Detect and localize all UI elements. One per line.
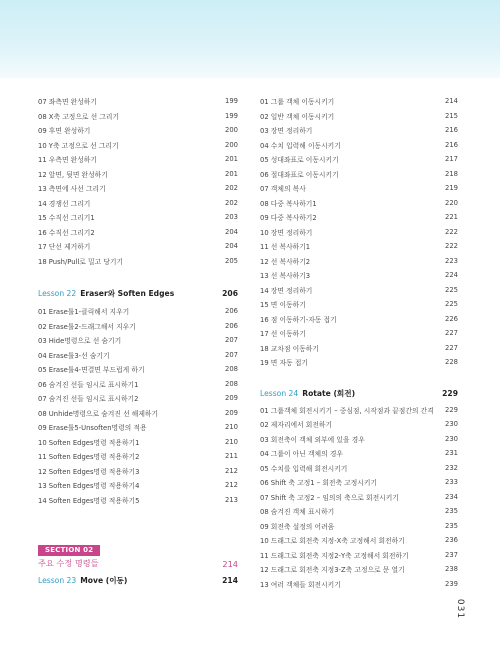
toc-entry-title: 07 숨겨진 선들 임시로 표시하기2 xyxy=(38,395,139,404)
toc-entry xyxy=(38,138,238,153)
toc-entry-page: 211 xyxy=(225,452,238,461)
toc-entry xyxy=(38,406,238,421)
toc-entry-title: 16 수직선 그리기2 xyxy=(38,228,95,237)
toc-entry xyxy=(260,475,458,490)
toc-entry-title: 17 단선 제거하기 xyxy=(38,243,91,252)
toc-entry xyxy=(260,283,458,298)
toc-entry-title: 08 Unhide명령으로 숨겨진 선 해제하기 xyxy=(38,409,159,418)
toc-entry-title: 04 그룹이 아닌 객체의 경우 xyxy=(260,450,343,459)
toc-entry xyxy=(260,533,458,548)
toc-entry-page: 230 xyxy=(445,420,458,429)
toc-entry xyxy=(260,239,458,254)
toc-entry-title: 19 면 자동 접기 xyxy=(260,359,308,368)
toc-entry xyxy=(38,167,238,182)
toc-entry-title: 06 숨겨진 선들 임시로 표시하기1 xyxy=(38,380,139,389)
toc-entry xyxy=(38,362,238,377)
toc-entry-page: 206 xyxy=(225,321,238,330)
toc-entry-page: 234 xyxy=(445,492,458,501)
toc-entry-page: 210 xyxy=(225,423,238,432)
toc-entry xyxy=(260,167,458,182)
toc-entry-page: 204 xyxy=(225,227,238,236)
toc-list-right-top xyxy=(260,94,458,370)
toc-entry-title: 14 경쟁선 그리기 xyxy=(38,199,91,208)
toc-entry xyxy=(260,225,458,240)
toc-entry-title: 12 드래그로 회전축 지정3-Z축 고정으로 문 열기 xyxy=(260,566,405,575)
toc-entry xyxy=(38,239,238,254)
toc-entry-title: 17 선 이동하기 xyxy=(260,330,306,339)
toc-entry xyxy=(260,326,458,341)
toc-entry-page: 207 xyxy=(225,336,238,345)
toc-entry-title: 03 장면 정리하기 xyxy=(260,127,313,136)
toc-entry-title: 09 다중 복사하기2 xyxy=(260,214,317,223)
toc-list-lesson-22 xyxy=(38,304,238,507)
toc-entry-title: 15 수직선 그리기1 xyxy=(38,214,95,223)
toc-entry-title: 10 장면 정리하기 xyxy=(260,228,313,237)
toc-entry-page: 208 xyxy=(225,365,238,374)
toc-entry-title: 01 Erase툴1-클릭해서 지우기 xyxy=(38,308,130,317)
header-banner xyxy=(0,0,500,78)
toc-entry xyxy=(260,196,458,211)
toc-entry xyxy=(260,109,458,124)
toc-entry xyxy=(260,562,458,577)
toc-entry-title: 02 일반 객체 이동시키기 xyxy=(260,112,335,121)
toc-entry-page: 203 xyxy=(225,213,238,222)
toc-entry-page: 201 xyxy=(225,155,238,164)
toc-entry-title: 13 Soften Edges명령 적용하기4 xyxy=(38,482,140,491)
toc-entry-title: 02 Erase툴2-드래그해서 지우기 xyxy=(38,322,136,331)
toc-entry-title: 18 교차점 이동하기 xyxy=(260,344,319,353)
toc-entry xyxy=(260,432,458,447)
toc-entry-title: 14 Soften Edges명령 적용하기5 xyxy=(38,496,140,505)
toc-entry-page: 232 xyxy=(445,463,458,472)
toc-entry xyxy=(260,461,458,476)
toc-entry-page: 212 xyxy=(225,481,238,490)
toc-entry-page: 206 xyxy=(225,307,238,316)
lesson-title: Rotate (회전) xyxy=(302,389,356,398)
toc-entry xyxy=(260,181,458,196)
toc-entry xyxy=(260,210,458,225)
toc-entry-page: 235 xyxy=(445,507,458,516)
toc-entry-page: 237 xyxy=(445,550,458,559)
toc-left-column xyxy=(38,94,238,587)
toc-entry xyxy=(38,304,238,319)
toc-entry-page: 224 xyxy=(445,271,458,280)
lesson-24-heading xyxy=(260,387,458,401)
toc-entry-page: 200 xyxy=(225,140,238,149)
lesson-number: Lesson 22 xyxy=(38,288,77,298)
toc-entry xyxy=(38,435,238,450)
toc-entry xyxy=(260,297,458,312)
toc-entry-page: 208 xyxy=(225,379,238,388)
toc-entry-page: 226 xyxy=(445,314,458,323)
toc-entry xyxy=(260,123,458,138)
toc-entry-page: 200 xyxy=(225,126,238,135)
toc-entry-title: 07 객체의 복사 xyxy=(260,185,306,194)
toc-entry xyxy=(38,254,238,269)
section-badge-row xyxy=(38,537,238,556)
toc-entry xyxy=(38,464,238,479)
toc-entry-page: 225 xyxy=(445,285,458,294)
toc-entry xyxy=(260,341,458,356)
toc-entry-title: 16 점 이동하기-자동 접기 xyxy=(260,315,337,324)
toc-entry-page: 222 xyxy=(445,227,458,236)
toc-entry-page: 219 xyxy=(445,184,458,193)
toc-entry-page: 216 xyxy=(445,140,458,149)
toc-list-left-top xyxy=(38,94,238,268)
toc-entry-title: 03 Hide명령으로 선 숨기기 xyxy=(38,337,122,346)
lesson-title: Move (이동) xyxy=(80,575,128,585)
toc-entry xyxy=(260,519,458,534)
toc-entry-page: 235 xyxy=(445,521,458,530)
toc-entry xyxy=(38,94,238,109)
toc-entry xyxy=(260,355,458,370)
toc-entry-title: 11 Soften Edges명령 적용하기2 xyxy=(38,453,140,462)
toc-entry-title: 09 회전축 설정의 어려움 xyxy=(260,522,335,531)
toc-entry-title: 05 Erase툴4-면결면 부드럽게 하기 xyxy=(38,366,145,375)
toc-entry xyxy=(38,181,238,196)
toc-entry-title: 14 장면 정리하기 xyxy=(260,286,313,295)
toc-entry-title: 13 선 복사하기3 xyxy=(260,272,311,281)
lesson-number: Lesson 23 xyxy=(38,575,77,585)
toc-entry-page: 230 xyxy=(445,434,458,443)
toc-entry xyxy=(260,152,458,167)
toc-entry xyxy=(260,490,458,505)
toc-entry-title: 10 드래그로 회전축 지정-X축 고정해서 회전하기 xyxy=(260,537,405,546)
toc-entry-title: 03 회전축이 객체 외부에 있을 경우 xyxy=(260,435,365,444)
toc-entry xyxy=(38,152,238,167)
toc-entry-page: 218 xyxy=(445,169,458,178)
toc-entry xyxy=(260,417,458,432)
toc-entry-page: 223 xyxy=(445,256,458,265)
toc-entry xyxy=(260,138,458,153)
toc-entry xyxy=(38,391,238,406)
toc-entry-page: 202 xyxy=(225,198,238,207)
toc-entry-page: 222 xyxy=(445,242,458,251)
lesson-number: Lesson 24 xyxy=(260,389,299,398)
toc-entry-page: 217 xyxy=(445,155,458,164)
toc-entry-page: 233 xyxy=(445,478,458,487)
lesson-23-heading xyxy=(38,573,238,587)
toc-entry-page: 202 xyxy=(225,184,238,193)
toc-entry-title: 10 Soften Edges명령 적용하기1 xyxy=(38,438,140,447)
page-number: 031 xyxy=(454,598,465,620)
toc-entry-page: 216 xyxy=(445,126,458,135)
toc-entry-title: 07 Shift 축 고정2 – 임의의 축으로 회전시키기 xyxy=(260,493,399,502)
toc-entry-page: 213 xyxy=(225,495,238,504)
toc-entry-page: 210 xyxy=(225,437,238,446)
section-heading xyxy=(38,556,238,571)
toc-entry-title: 08 숨겨진 객체 표시하기 xyxy=(260,508,335,517)
toc-entry-title: 11 우측면 완성하기 xyxy=(38,156,97,165)
toc-entry-title: 01 그룹객체 회전시키기 – 중심점, 시작점과 끝점간의 간격 xyxy=(260,406,434,415)
toc-entry-title: 02 제자리에서 회전하기 xyxy=(260,421,333,430)
toc-entry-title: 10 Y축 고정으로 선 그리기 xyxy=(38,141,119,150)
toc-entry xyxy=(260,446,458,461)
toc-entry-page: 207 xyxy=(225,350,238,359)
toc-entry xyxy=(38,377,238,392)
toc-entry-title: 18 Push/Pull로 밀고 당기기 xyxy=(38,257,124,266)
toc-entry-page: 228 xyxy=(445,358,458,367)
toc-entry-page: 212 xyxy=(225,466,238,475)
toc-entry-title: 08 X축 고정으로 선 그리기 xyxy=(38,112,120,121)
toc-entry-page: 205 xyxy=(225,256,238,265)
toc-entry-page: 225 xyxy=(445,300,458,309)
toc-entry-title: 11 선 복사하기1 xyxy=(260,243,311,252)
lesson-22-heading xyxy=(38,286,238,300)
toc-entry-title: 01 그룹 객체 이동시키기 xyxy=(260,98,335,107)
toc-entry-page: 220 xyxy=(445,198,458,207)
toc-entry-page: 199 xyxy=(225,97,238,106)
toc-entry-page: 204 xyxy=(225,242,238,251)
toc-entry xyxy=(38,333,238,348)
toc-entry xyxy=(260,548,458,563)
toc-entry-title: 06 Shift 축 고정1 – 회전축 고정시키기 xyxy=(260,479,378,488)
lesson-page: 214 xyxy=(222,575,238,585)
toc-entry xyxy=(260,403,458,418)
toc-entry-page: 209 xyxy=(225,408,238,417)
toc-entry xyxy=(260,504,458,519)
toc-entry-title: 08 다중 복사하기1 xyxy=(260,199,317,208)
toc-entry-title: 05 성대좌표로 이동시키기 xyxy=(260,156,339,165)
toc-entry-title: 12 Soften Edges명령 적용하기3 xyxy=(38,467,140,476)
toc-entry-page: 231 xyxy=(445,449,458,458)
toc-entry-page: 201 xyxy=(225,169,238,178)
toc-entry xyxy=(38,225,238,240)
section-title: 주요 수정 명령들 xyxy=(38,558,99,568)
toc-entry-title: 13 측면에 사선 그리기 xyxy=(38,185,106,194)
toc-entry xyxy=(260,268,458,283)
toc-entry xyxy=(38,196,238,211)
toc-entry-page: 239 xyxy=(445,579,458,588)
toc-entry-page: 214 xyxy=(445,97,458,106)
toc-entry-page: 229 xyxy=(445,405,458,414)
toc-entry-title: 12 선 복사하기2 xyxy=(260,257,311,266)
toc-entry-page: 221 xyxy=(445,213,458,222)
toc-entry-title: 04 Erase툴3-선 숨기기 xyxy=(38,351,110,360)
toc-entry xyxy=(38,449,238,464)
toc-entry xyxy=(260,312,458,327)
toc-entry-title: 11 드래그로 회전축 지정2-Y축 고정해서 회전하기 xyxy=(260,551,409,560)
toc-entry xyxy=(260,254,458,269)
toc-entry-page: 215 xyxy=(445,111,458,120)
toc-entry xyxy=(38,348,238,363)
toc-entry-title: 09 Erase툴5-Unsoften명령의 적용 xyxy=(38,424,147,433)
toc-entry xyxy=(38,210,238,225)
section-page: 214 xyxy=(222,558,238,569)
toc-entry-page: 209 xyxy=(225,394,238,403)
toc-entry-title: 05 수치를 입력해 회전시키기 xyxy=(260,464,348,473)
toc-entry xyxy=(260,577,458,592)
toc-entry xyxy=(260,94,458,109)
toc-entry xyxy=(38,319,238,334)
toc-entry-title: 15 면 이동하기 xyxy=(260,301,306,310)
toc-entry-title: 04 수치 입력해 이동시키기 xyxy=(260,141,341,150)
toc-entry xyxy=(38,109,238,124)
lesson-page: 206 xyxy=(222,288,238,298)
toc-entry-title: 12 앞면, 뒷면 완성하기 xyxy=(38,170,108,179)
section-badge: SECTION 02 xyxy=(38,545,100,556)
toc-entry-page: 238 xyxy=(445,565,458,574)
toc-entry-page: 236 xyxy=(445,536,458,545)
toc-entry-page: 199 xyxy=(225,111,238,120)
toc-entry-title: 13 여러 객체들 회전시키기 xyxy=(260,580,341,589)
toc-list-lesson-24 xyxy=(260,403,458,592)
lesson-title: Eraser와 Soften Edges xyxy=(80,288,175,298)
toc-entry xyxy=(38,123,238,138)
toc-entry xyxy=(38,420,238,435)
toc-entry-title: 06 절대좌표로 이동시키기 xyxy=(260,170,339,179)
toc-entry-title: 09 후면 완성하기 xyxy=(38,127,91,136)
toc-entry xyxy=(38,478,238,493)
toc-entry xyxy=(38,493,238,508)
toc-entry-title: 07 좌측면 완성하기 xyxy=(38,98,97,107)
toc-entry-page: 227 xyxy=(445,343,458,352)
lesson-page: 229 xyxy=(442,389,458,398)
toc-right-column xyxy=(260,94,458,591)
toc-entry-page: 227 xyxy=(445,329,458,338)
